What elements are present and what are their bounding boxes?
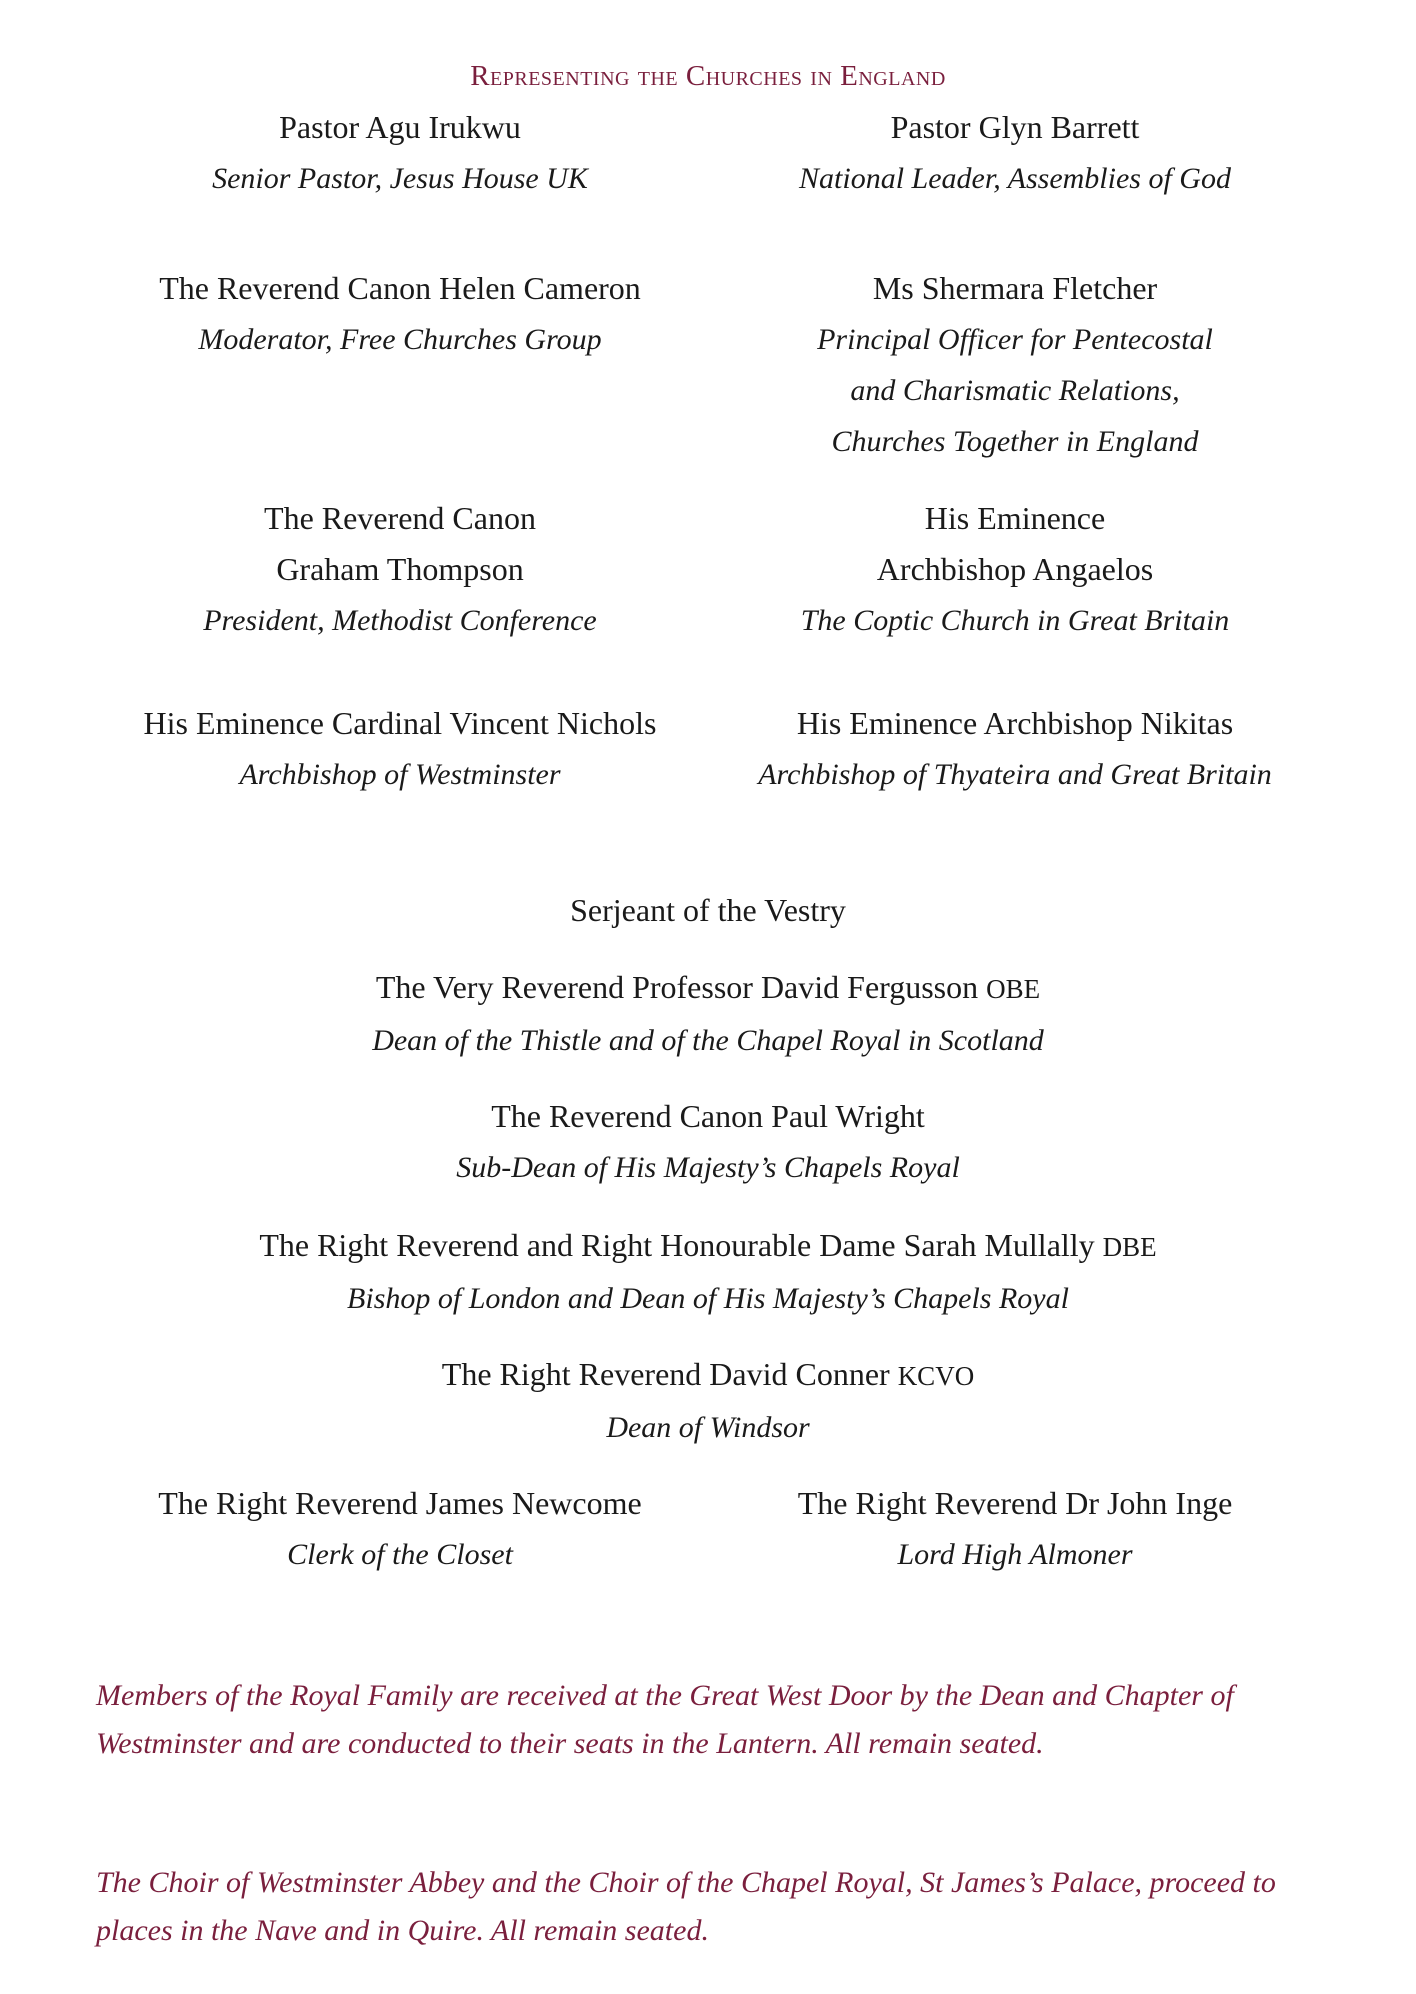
person-name: The Reverend Canon <box>264 500 536 536</box>
person-role: Dean of Windsor <box>606 1411 810 1444</box>
rubric-line: Members of the Royal Family are received at the Great West Door by the Dean and Chapter of <box>96 1679 1234 1712</box>
procession-entry <box>710 493 1320 646</box>
rubric-instruction <box>96 1859 1336 1955</box>
person-role: National Leader, Assemblies of God <box>799 162 1231 195</box>
office-title: Serjeant of the Vestry <box>570 892 846 928</box>
serjeant-of-the-vestry <box>100 885 1316 936</box>
person-name: His Eminence <box>924 500 1106 536</box>
person-role: Moderator, Free Churches Group <box>198 323 602 356</box>
rubric-line: The Choir of Westminster Abbey and the Choir of the Chapel Royal, St James’s Palace, proceed to <box>96 1866 1276 1899</box>
post-nominal: KCVO <box>897 1361 975 1391</box>
person-role: President, Methodist Conference <box>203 604 597 637</box>
person-name: The Very Reverend Professor David Fergusson OBE <box>375 969 1041 1005</box>
person-role: Senior Pastor, Jesus House UK <box>212 162 588 195</box>
person-name: Ms Shermara Fletcher <box>872 270 1158 306</box>
person-role: Principal Officer for Pentecostal <box>817 323 1213 356</box>
post-nominal: OBE <box>986 974 1041 1004</box>
procession-entry <box>100 102 700 204</box>
person-role: Sub-Dean of His Majesty’s Chapels Royal <box>456 1151 960 1184</box>
person-name: The Right Reverend and Right Honourable Dame Sarah Mullally DBE <box>259 1227 1157 1263</box>
procession-entry <box>100 263 700 365</box>
person-role: and Charismatic Relations, <box>850 374 1180 407</box>
rubric-line: Westminster and are conducted to their seats in the Lantern. All remain seated. <box>96 1727 1044 1760</box>
procession-entry <box>710 263 1320 467</box>
person-role: Archbishop of Westminster <box>239 758 561 791</box>
person-name: The Reverend Canon Paul Wright <box>491 1098 925 1134</box>
person-role: Churches Together in England <box>831 425 1199 458</box>
section-heading: Representing the Churches in England <box>470 60 946 92</box>
person-name: The Right Reverend James Newcome <box>158 1485 642 1521</box>
person-role: Bishop of London and Dean of His Majesty’s Chapels Royal <box>347 1282 1069 1315</box>
person-name: Pastor Glyn Barrett <box>890 109 1140 145</box>
person-role: Lord High Almoner <box>897 1538 1133 1571</box>
person-role: The Coptic Church in Great Britain <box>800 604 1230 637</box>
person-name: The Right Reverend David Conner KCVO <box>441 1356 975 1392</box>
procession-entry <box>100 698 700 800</box>
procession-entry <box>710 102 1320 204</box>
procession-entry <box>100 1349 1316 1453</box>
rubric-instruction <box>96 1672 1336 1768</box>
person-name: Graham Thompson <box>276 551 524 587</box>
person-role: Clerk of the Closet <box>287 1538 513 1571</box>
person-role: Archbishop of Thyateira and Great Britain <box>758 758 1272 791</box>
person-name: The Right Reverend Dr John Inge <box>797 1485 1233 1521</box>
person-role: Dean of the Thistle and of the Chapel Royal in Scotland <box>372 1024 1044 1057</box>
procession-entry <box>100 493 700 646</box>
rubric-line: places in the Nave and in Quire. All remain seated. <box>96 1914 709 1947</box>
procession-entry <box>100 962 1316 1066</box>
person-name: Pastor Agu Irukwu <box>279 109 521 145</box>
person-name: His Eminence Cardinal Vincent Nichols <box>143 705 657 741</box>
procession-entry <box>710 1478 1320 1580</box>
person-name: The Reverend Canon Helen Cameron <box>159 270 641 306</box>
procession-entry <box>100 1091 1316 1193</box>
procession-entry <box>710 698 1320 800</box>
person-name: Archbishop Angaelos <box>876 551 1154 587</box>
procession-entry <box>100 1220 1316 1324</box>
procession-entry <box>100 1478 700 1580</box>
person-name: His Eminence Archbishop Nikitas <box>796 705 1234 741</box>
post-nominal: DBE <box>1102 1232 1157 1262</box>
